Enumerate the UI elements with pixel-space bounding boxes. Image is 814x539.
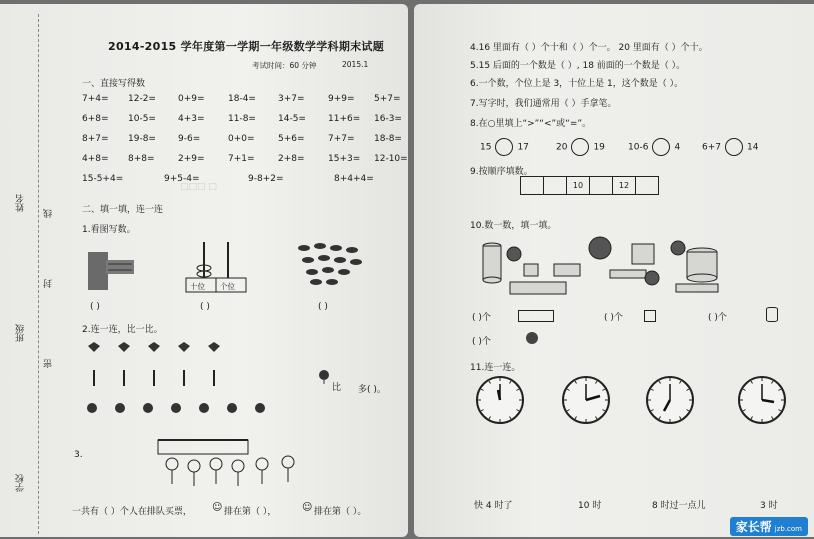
clock-face[interactable]: [736, 374, 788, 426]
arith-problem[interactable]: 5+7=: [374, 94, 401, 104]
fish-shape: [338, 269, 350, 275]
compare-circle-1[interactable]: [495, 138, 513, 156]
child-icon: ☺: [212, 502, 223, 513]
q8-compare-2[interactable]: [556, 138, 605, 156]
arith-problem[interactable]: 9-8+2=: [248, 174, 284, 184]
flower-icon: [87, 403, 97, 413]
flower-icon: [143, 403, 153, 413]
arith-problem[interactable]: 0+0=: [228, 134, 255, 144]
q8-left-3: 10-6: [628, 142, 649, 153]
q8-left-1: 15: [480, 142, 492, 153]
q5-text[interactable]: 5.15 后面的一个数是（ ）, 18 前面的一个数是（ ）。: [470, 61, 686, 71]
compare-circle-4[interactable]: [725, 138, 743, 156]
q8-right-1: 17: [517, 142, 529, 153]
solid-shapes-picture: [480, 236, 730, 298]
q10-fill-cube[interactable]: ( )个: [604, 313, 623, 323]
flower-icon: [316, 368, 332, 384]
clock-label-1[interactable]: 快 4 时了: [474, 501, 513, 511]
sequence-table: [520, 176, 659, 195]
arith-problem[interactable]: 5+6=: [278, 134, 305, 144]
arith-problem[interactable]: 19-8=: [128, 134, 156, 144]
arith-problem[interactable]: 9-6=: [178, 134, 201, 144]
seq-cell: 12: [613, 177, 636, 195]
q8-right-4: 14: [747, 142, 759, 153]
q6-text[interactable]: 6.一个数，个位上是 3，十位上是 1，这个数是（ ）。: [470, 79, 684, 89]
arith-problem[interactable]: 2+8=: [278, 154, 305, 164]
arith-problem[interactable]: 9+9=: [328, 94, 355, 104]
fish-shape: [306, 269, 318, 275]
clock-face[interactable]: [474, 374, 526, 426]
flower-icon: [255, 403, 265, 413]
butterfly-icon: [118, 342, 130, 352]
arith-problem[interactable]: 11-8=: [228, 114, 256, 124]
q2-label: 2.连一连，比一比。: [82, 325, 163, 335]
arith-problem[interactable]: 7+7=: [328, 134, 355, 144]
q10-fill-cuboid[interactable]: ( )个: [472, 313, 491, 323]
arith-problem[interactable]: 8+7=: [82, 134, 109, 144]
clock-face[interactable]: [644, 374, 696, 426]
arith-problem[interactable]: 4+8=: [82, 154, 109, 164]
q2-matching-pictures: [84, 340, 284, 420]
cube-icon: [644, 310, 656, 322]
logo-domain: jzb.com: [774, 525, 802, 533]
section2-heading: 二、填一填，连一连: [82, 205, 164, 215]
arith-problem[interactable]: 11+6=: [328, 114, 361, 124]
fish-shape: [318, 255, 330, 261]
arith-problem[interactable]: 12-10=: [374, 154, 408, 164]
q1-answer-2[interactable]: ( ): [200, 302, 210, 312]
q10-text: 10.数一数，填一填。: [470, 221, 557, 231]
fish-shape: [302, 257, 314, 263]
arith-problem[interactable]: 6+8=: [82, 114, 109, 124]
arith-problem[interactable]: 16-3=: [374, 114, 402, 124]
q8-compare-3[interactable]: [628, 138, 680, 156]
faint-bleed-text: □□□ □: [180, 182, 217, 192]
child-icon-2: ☺: [302, 502, 313, 513]
clock-face[interactable]: [560, 374, 612, 426]
side-label-name: 姓名: [16, 194, 26, 212]
fish-shape: [322, 267, 334, 273]
q3-sentence-part-a: 一共有（ ）个人在排队买票，: [72, 507, 192, 517]
seq-cell[interactable]: [636, 177, 659, 195]
fish-shape: [326, 279, 338, 285]
fish-group-picture: [296, 242, 366, 292]
flower-icon: [115, 403, 125, 413]
q1-answer-3[interactable]: ( ): [318, 302, 328, 312]
arith-problem[interactable]: 8+8=: [128, 154, 155, 164]
bundle-sticks-picture: [84, 248, 140, 296]
fish-shape: [298, 245, 310, 251]
butterfly-icon: [88, 342, 100, 352]
exam-time: 考试时间：60 分钟: [252, 61, 317, 70]
q7-text[interactable]: 7.写字时，我们通常用（ ）手拿笔。: [470, 99, 617, 109]
sphere-icon: [526, 332, 538, 344]
q9-text: 9.按顺序填数。: [470, 167, 533, 177]
q8-right-3: 4: [674, 142, 681, 153]
arith-problem[interactable]: 10-5=: [128, 114, 156, 124]
exam-title: 2014-2015 学年度第一学期一年级数学学科期末试题: [108, 40, 385, 53]
cylinder-icon: [766, 307, 778, 322]
q1-answer-1[interactable]: ( ): [90, 302, 100, 312]
compare-more-blank[interactable]: 多( )。: [358, 385, 386, 395]
q4-text[interactable]: 4.16 里面有（ ）个十和（ ）个一。 20 里面有（ ）个十。: [470, 43, 708, 53]
fish-shape: [310, 279, 322, 285]
exam-date: 2015.1: [342, 60, 369, 69]
arith-problem[interactable]: 0+9=: [178, 94, 205, 104]
q8-left-4: 6+7: [702, 142, 721, 153]
compare-text: 比: [332, 383, 342, 393]
clock-label-3[interactable]: 8 时过一点儿: [652, 501, 706, 511]
q1-label: 1.看图写数。: [82, 225, 136, 235]
arith-problem[interactable]: 15+3=: [328, 154, 361, 164]
butterfly-icon: [148, 342, 160, 352]
section1-heading: 一、直接写得数: [82, 79, 146, 89]
site-logo[interactable]: [730, 517, 808, 536]
q11-text: 11.连一连。: [470, 363, 521, 373]
flower-icon: [199, 403, 209, 413]
arith-problem[interactable]: 15-5+4=: [82, 174, 124, 184]
arith-problem[interactable]: 3+7=: [278, 94, 305, 104]
binding-dashed-line: [38, 14, 39, 534]
arith-problem[interactable]: 7+4=: [82, 94, 109, 104]
arith-problem[interactable]: 18-4=: [228, 94, 256, 104]
seq-cell[interactable]: [544, 177, 567, 195]
left-exam-page: [0, 4, 408, 537]
fish-shape: [314, 243, 326, 249]
clock-label-4[interactable]: 3 时: [760, 501, 778, 511]
fish-shape: [346, 247, 358, 253]
clock-label-2[interactable]: 10 时: [578, 501, 602, 511]
q10-fill-sphere[interactable]: ( )个: [472, 337, 491, 347]
compare-circle-3[interactable]: [652, 138, 670, 156]
counter-label-tens: 十位: [190, 282, 205, 291]
butterfly-icon: [178, 342, 190, 352]
arith-problem[interactable]: 9+5-4=: [164, 174, 200, 184]
butterfly-icon: [208, 342, 220, 352]
side-label-seal: 封: [44, 279, 54, 288]
fish-shape: [330, 245, 342, 251]
flower-icon: [227, 403, 237, 413]
q8-left-2: 20: [556, 142, 568, 153]
side-label-class: 班级: [16, 324, 26, 342]
q8-compare-1[interactable]: [480, 138, 529, 156]
cuboid-icon: [518, 310, 554, 322]
side-label-line: 线: [44, 209, 54, 218]
arith-problem[interactable]: 18-8=: [374, 134, 402, 144]
q10-fill-cylinder[interactable]: ( )个: [708, 313, 727, 323]
flower-icon: [171, 403, 181, 413]
seq-cell: 10: [567, 177, 590, 195]
arith-problem[interactable]: 12-2=: [128, 94, 156, 104]
q3-label: 3.: [74, 450, 83, 460]
counter-label-ones: 个位: [220, 282, 235, 291]
seq-cell[interactable]: [590, 177, 613, 195]
arith-problem[interactable]: 14-5=: [278, 114, 306, 124]
q3-sentence-part-b[interactable]: 排在第（ ），: [224, 507, 277, 517]
arith-problem[interactable]: 7+1=: [228, 154, 255, 164]
q8-compare-4[interactable]: [702, 138, 758, 156]
side-label-secret: 密: [44, 359, 54, 368]
fish-shape: [334, 257, 346, 263]
q3-sentence-part-c[interactable]: 排在第（ ）。: [314, 507, 367, 517]
fish-shape: [350, 259, 362, 265]
q8-text: 8.在○里填上“>”“<”或“=”。: [470, 119, 592, 129]
arith-problem[interactable]: 4+3=: [178, 114, 205, 124]
q8-right-2: 19: [593, 142, 605, 153]
arith-problem[interactable]: 2+9=: [178, 154, 205, 164]
ticket-queue-picture: [150, 436, 310, 490]
logo-text: 家长帮: [735, 520, 772, 534]
compare-circle-2[interactable]: [571, 138, 589, 156]
side-label-school: 学校: [16, 474, 26, 492]
seq-cell[interactable]: [521, 177, 544, 195]
arith-problem[interactable]: 8+4+4=: [334, 174, 374, 184]
right-exam-page: [414, 4, 814, 537]
